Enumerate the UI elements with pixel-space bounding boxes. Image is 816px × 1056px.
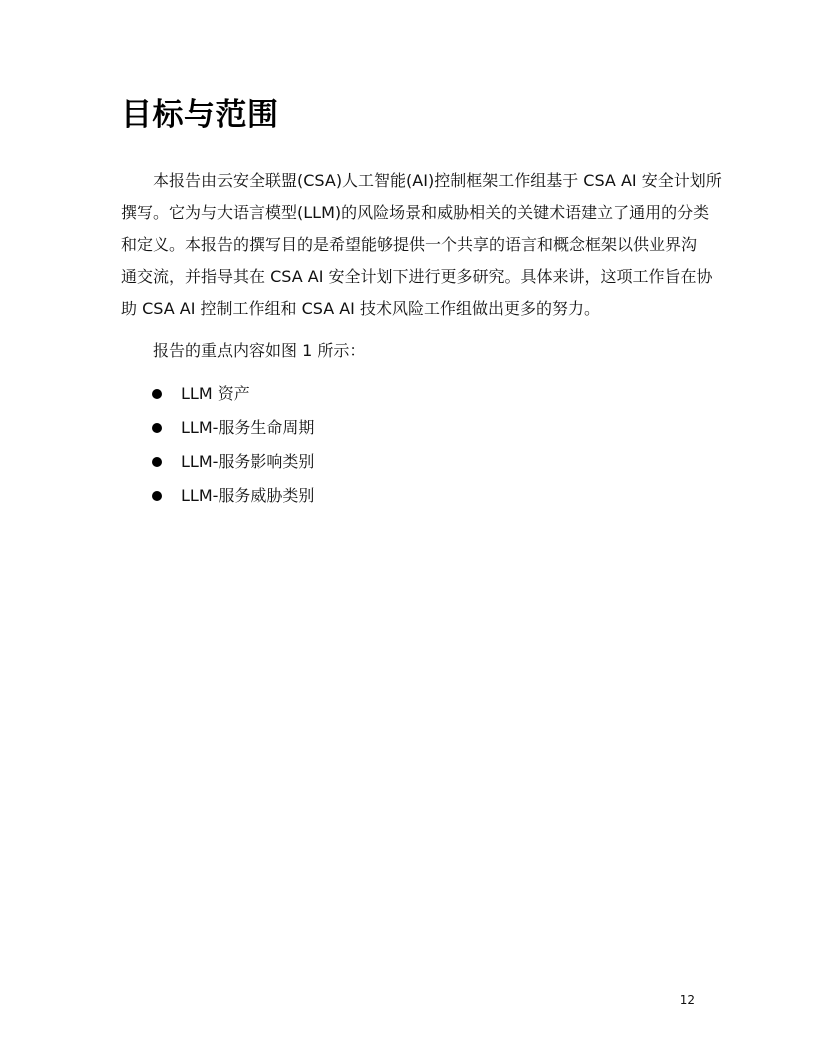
list-item-text: LLM 资产 (181, 384, 250, 403)
paragraph-line: 助 CSA AI 控制工作组和 CSA AI 技术风险工作组做出更多的努力。 (121, 299, 600, 318)
paragraph-line: 本报告由云安全联盟(CSA)人工智能(AI)控制框架工作组基于 CSA AI 安全计划所 (153, 171, 722, 190)
list-item-text: LLM-服务威胁类别 (181, 486, 315, 505)
list-item-text: LLM-服务影响类别 (181, 452, 315, 471)
main-paragraph (121, 165, 722, 367)
list-intro: 报告的重点内容如图 1 所示： (153, 341, 366, 360)
list-item-text: LLM-服务生命周期 (181, 418, 315, 437)
page-number: 12 (679, 993, 695, 1007)
section-heading: 目标与范围 (121, 97, 279, 133)
bullet-icon (152, 423, 162, 433)
bullet-icon (152, 389, 162, 399)
paragraph-gap (121, 325, 696, 335)
paragraph-line: 撰写。它为与大语言模型(LLM)的风险场景和威胁相关的关键术语建立了通用的分类 (121, 203, 710, 222)
paragraph-line: 和定义。本报告的撰写目的是希望能够提供一个共享的语言和概念框架以供业界沟 (121, 235, 698, 254)
bullet-icon (152, 457, 162, 467)
bullet-icon (152, 491, 162, 501)
paragraph-line: 通交流，并指导其在 CSA AI 安全计划下进行更多研究。具体来讲，这项工作旨在协 (121, 267, 713, 286)
